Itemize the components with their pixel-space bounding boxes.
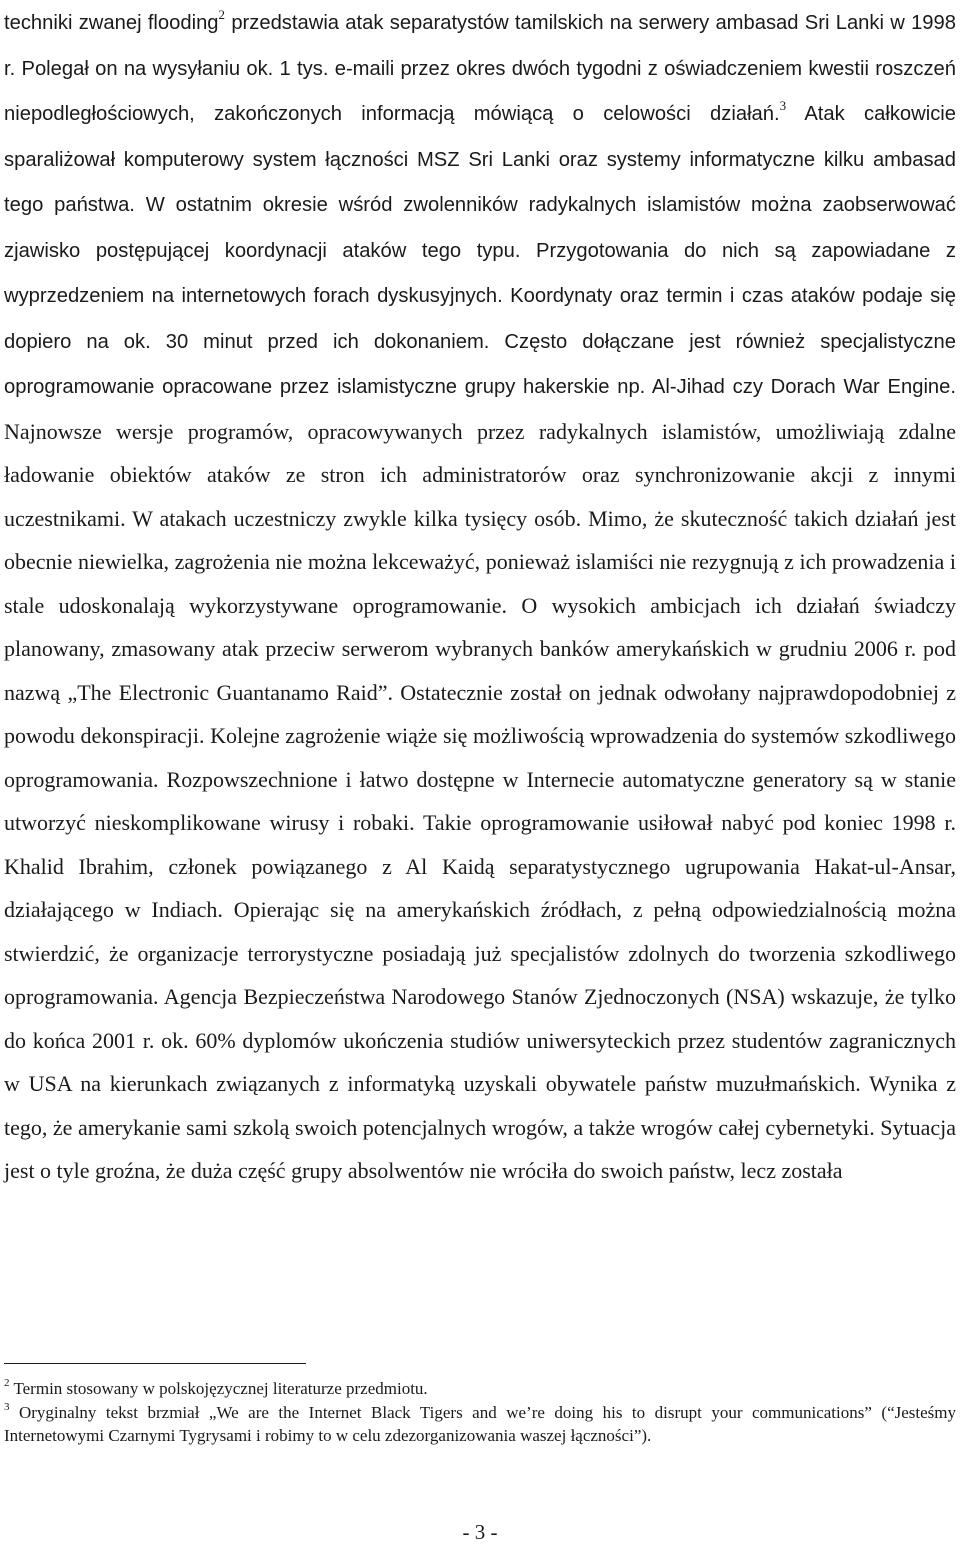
footnote-number: 2 [4, 1377, 10, 1390]
body-text-segment-4: Najnowsze wersje programów, opracowywanych przez radykalnych islamistów, umożliwiają zdalne ładowanie obiektów ataków ze stron ich administratorów oraz synchronizowanie akcji z innymi uczestnikami. W atakach uczestniczy zwykle kilka tysięcy osób. Mimo, że skuteczność takich działań jest obecnie niewielka, zagrożenia nie można lekceważyć, ponieważ islamiści nie rezygnują z ich prowadzenia i stale udoskonalają wykorzystywane oprogramowanie. O wysokich ambicjach ich działań świadczy planowany, zmasowany atak przeciw serwerom wybranych banków amerykańskich w grudniu 2006 r. pod nazwą „The Electronic Guantanamo Raid”. Ostatecznie został on jednak odwołany najprawdopodobniej z powodu dekonspiracji. Kolejne zagrożenie wiąże się możliwością wprowadzenia do systemów szkodliwego oprogramowania. Rozpowszechnione i łatwo dostępne w Internecie automatyczne generatory są w stanie utworzyć nieskomplikowane wirusy i robaki. Takie oprogramowanie usiłował nabyć pod koniec 1998 r. Khalid Ibrahim, członek powiązanego z Al Kaidą separatystycznego ugrupowania Hakat-ul-Ansar, działającego w Indiach. Opierając się na amerykańskich źródłach, z pełną odpowiedzialnością można stwierdzić, że organizacje terrorystyczne posiadają już specjalistów zdolnych do tworzenia szkodliwego oprogramowania. Agencja Bezpieczeństwa Narodowego Stanów Zjednoczonych (NSA) wskazuje, że tylko do końca 2001 r. ok. 60% dyplomów ukończenia studiów uniwersyteckich przez studentów zagranicznych w USA na kierunkach związanych z informatyką uzyskali obywatele państw muzułmańskich. Wynika z tego, że amerykanie sami szkolą swoich potencjalnych wrogów, a także wrogów całej cybernetyki. Sytuacja jest o tyle groźna, że duża część grupy absolwentów nie wróciła do swoich państw, lecz została [4, 418, 956, 1183]
footnote-reference-2[interactable]: 2 [218, 6, 226, 22]
body-text-segment-3: Atak całkowicie sparaliżował komputerowy system łączności MSZ Sri Lanki oraz systemy informatyczne kilku ambasad tego państwa. W ostatnim okresie wśród zwolenników radykalnych islamistów można zaobserwować zjawisko postępującej koordynacji ataków tego typu. Przygotowania do nich są zapowiadane z wyprzedzeniem na internetowych forach dyskusyjnych. Koordynaty oraz termin i czas ataków podaje się dopiero na ok. 30 minut przed ich dokonaniem. Często dołączane jest również specjalistyczne oprogramowanie opracowane przez islamistyczne grupy hakerskie np. Al-Jihad czy Dorach War Engine. [4, 103, 957, 398]
footnote-2 [4, 1377, 956, 1401]
footnotes [4, 1377, 956, 1448]
body-paragraph [4, 0, 956, 1193]
footnote-reference-3[interactable]: 3 [779, 97, 787, 113]
footnote-text: Oryginalny tekst brzmiał „We are the Internet Black Tigers and we’re doing his to disrupt your communications” (“Jesteśmy Internetowymi Czarnymi Tygrysami i robimy to w celu zdezorganizowania waszej łączności”). [4, 1402, 956, 1445]
footnote-number: 3 [4, 1400, 10, 1413]
body-text-segment-1: techniki zwanej flooding [4, 12, 219, 34]
footnote-text: Termin stosowany w polskojęzycznej literaturze przedmiotu. [9, 1379, 428, 1398]
page-content [4, 0, 956, 1193]
page-number: - 3 - [462, 1520, 498, 1544]
footnote-separator [4, 1363, 306, 1364]
footnote-3 [4, 1401, 956, 1448]
body-text-segment-2: przedstawia atak separatystów tamilskich na serwery ambasad Sri Lanki w 1998 r. Polegał on na wysyłaniu ok. 1 tys. e-maili przez okres dwóch tygodni z oświadczeniem kwestii roszczeń niepodległościowych, zakończonych informacją mówiącą o celowości działań. [4, 12, 956, 125]
